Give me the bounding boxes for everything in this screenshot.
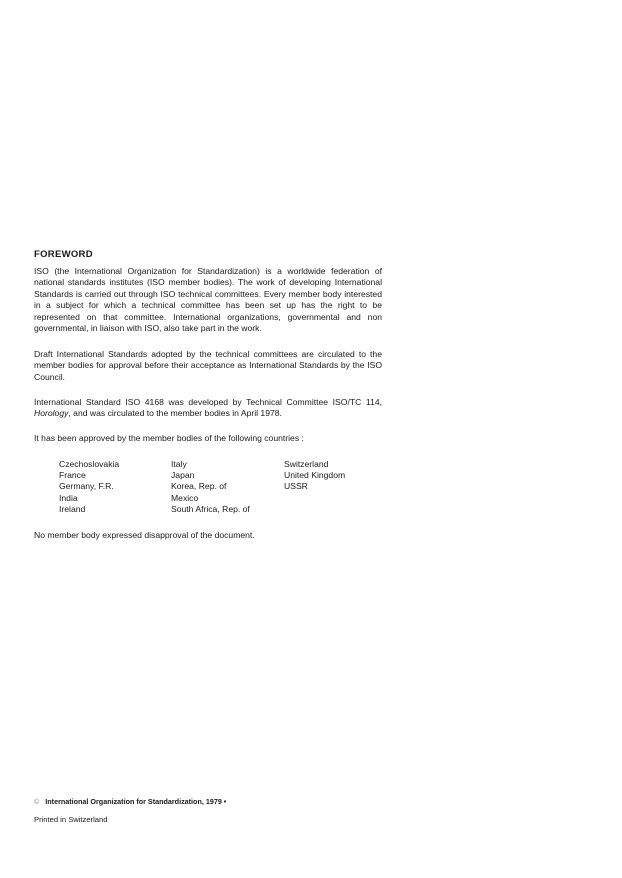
paragraph-standard-development	[34, 397, 382, 420]
standard-development-text-2: , and was circulated to the member bodies in April 1978.	[68, 408, 282, 419]
country-list	[59, 459, 389, 515]
copyright-icon: ©	[34, 797, 40, 806]
country-item: Japan	[171, 470, 195, 481]
copyright-text: International Organization for Standardization, 1979 •	[45, 797, 227, 806]
country-item: France	[59, 470, 86, 481]
country-item: United Kingdom	[284, 470, 346, 481]
country-item: Mexico	[171, 492, 199, 503]
country-item	[284, 504, 389, 515]
paragraph-no-disapproval: No member body expressed disapproval of the document.	[34, 530, 255, 540]
country-item: Ireland	[59, 503, 86, 514]
copyright-line	[34, 797, 226, 806]
country-item: India	[59, 492, 78, 503]
country-item: Italy	[171, 459, 187, 469]
country-item: Korea, Rep. of	[171, 481, 227, 492]
paragraph-approval-intro: It has been approved by the member bodies of the following countries :	[34, 433, 304, 443]
standard-development-text-1: International Standard ISO 4168 was developed by Technical Committee ISO/TC 114,	[34, 397, 382, 407]
country-item: Switzerland	[284, 459, 329, 469]
country-item	[284, 493, 389, 504]
foreword-heading: FOREWORD	[34, 249, 93, 260]
country-item: South Africa, Rep. of	[171, 503, 250, 514]
country-item: Germany, F.R.	[59, 481, 114, 492]
committee-subject-italic: Horology	[34, 408, 69, 419]
paragraph-iso-intro: ISO (the International Organization for Standardization) is a worldwide federation of national standards institutes (ISO member bodies). The work of developing International Standards is carried out through ISO technical committees. Every member body interested in a subject for which a technical committee has been set up has the right to be represented on that committee. International organizations, governmental and non governmental, in liaison with ISO, also take part in the work.	[34, 266, 382, 334]
country-item: USSR	[284, 481, 308, 492]
printed-location: Printed in Switzerland	[34, 815, 108, 824]
paragraph-draft-standards: Draft International Standards adopted by the technical committees are circulated to the member bodies for approval before their acceptance as International Standards by the ISO Council.	[34, 349, 382, 382]
country-item: Czechoslovakia	[59, 459, 120, 469]
